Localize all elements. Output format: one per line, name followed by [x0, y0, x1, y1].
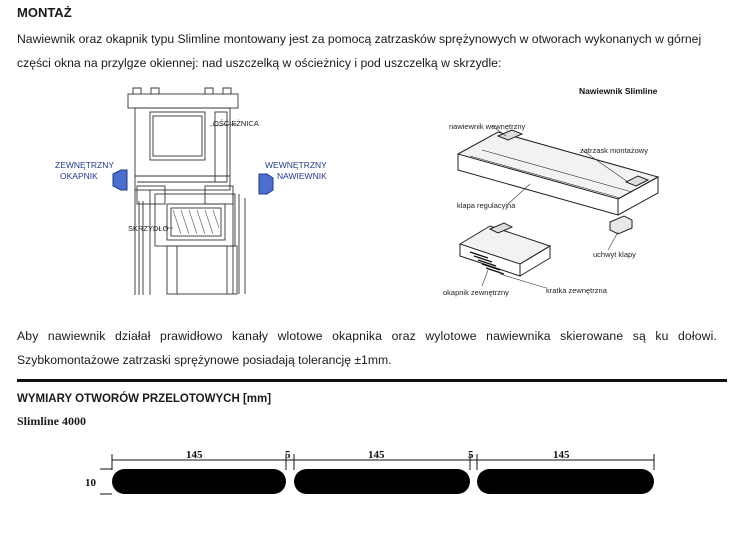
figure-title: Nawiewnik Slimline	[579, 86, 658, 96]
slot-dimensions-drawing	[80, 440, 680, 540]
dim-label-gap-2: 5	[468, 449, 474, 461]
outer-hood-shape	[113, 170, 127, 190]
section-heading-montaz: MONTAŻ	[17, 5, 72, 20]
slot-3	[477, 469, 654, 494]
dim-label-slot-3: 145	[553, 449, 570, 461]
intro-paragraph-line-2: części okna na przylgze okiennej: nad uszczelką w ościeżnicy i pod uszczelką w skrzydle:	[17, 56, 502, 70]
slot-2	[294, 469, 470, 494]
label-flap-handle: uchwyt klapy	[593, 250, 636, 259]
label-outer-1: ZEWNĘTRZNY	[55, 160, 115, 170]
airflow-paragraph: Aby nawiewnik działał prawidłowo kanały wlotowe okapnika oraz wylotowe nawiewnika skierowane są ku dołowi.	[17, 329, 717, 343]
label-mount-clip: zatrzask montażowy	[580, 146, 648, 155]
label-outer-2: OKAPNIK	[60, 171, 98, 181]
dim-label-height: 10	[85, 477, 96, 489]
dim-label-gap-1: 5	[285, 449, 291, 461]
tolerance-paragraph: Szybkomontażowe zatrzaski sprężynowe posiadają tolerancję ±1mm.	[17, 353, 392, 367]
dimensions-heading: WYMIARY OTWORÓW PRZELOTOWYCH [mm]	[17, 393, 272, 405]
slimline-product-figure	[430, 84, 680, 299]
section-divider	[17, 379, 727, 382]
window-cross-section-drawing	[55, 86, 345, 304]
label-inner-2: NAWIEWNIK	[277, 171, 327, 181]
label-inner-vent: nawiewnik wewnętrzny	[449, 122, 526, 131]
label-inner-1: WEWNĘTRZNY	[265, 160, 327, 170]
label-frame: OŚCIEŻNICA	[213, 119, 259, 128]
product-name: Slimline 4000	[17, 414, 87, 428]
dim-label-slot-1: 145	[186, 449, 203, 461]
slot-1	[112, 469, 286, 494]
label-sash: SKRZYDŁO	[128, 224, 169, 233]
label-outer-grille: kratka zewnętrzna	[546, 286, 607, 295]
label-adjust-flap: klapa regulacyjna	[457, 201, 516, 210]
inner-vent-shape	[259, 174, 273, 194]
intro-paragraph-line-1: Nawiewnik oraz okapnik typu Slimline montowany jest za pomocą zatrzasków sprężynowych w otworach wykonanych w górnej	[17, 32, 702, 46]
dim-label-slot-2: 145	[368, 449, 385, 461]
slimline-product-drawing	[430, 84, 680, 299]
label-outer-hood: okapnik zewnętrzny	[443, 288, 509, 297]
window-cross-section-figure	[55, 86, 345, 304]
